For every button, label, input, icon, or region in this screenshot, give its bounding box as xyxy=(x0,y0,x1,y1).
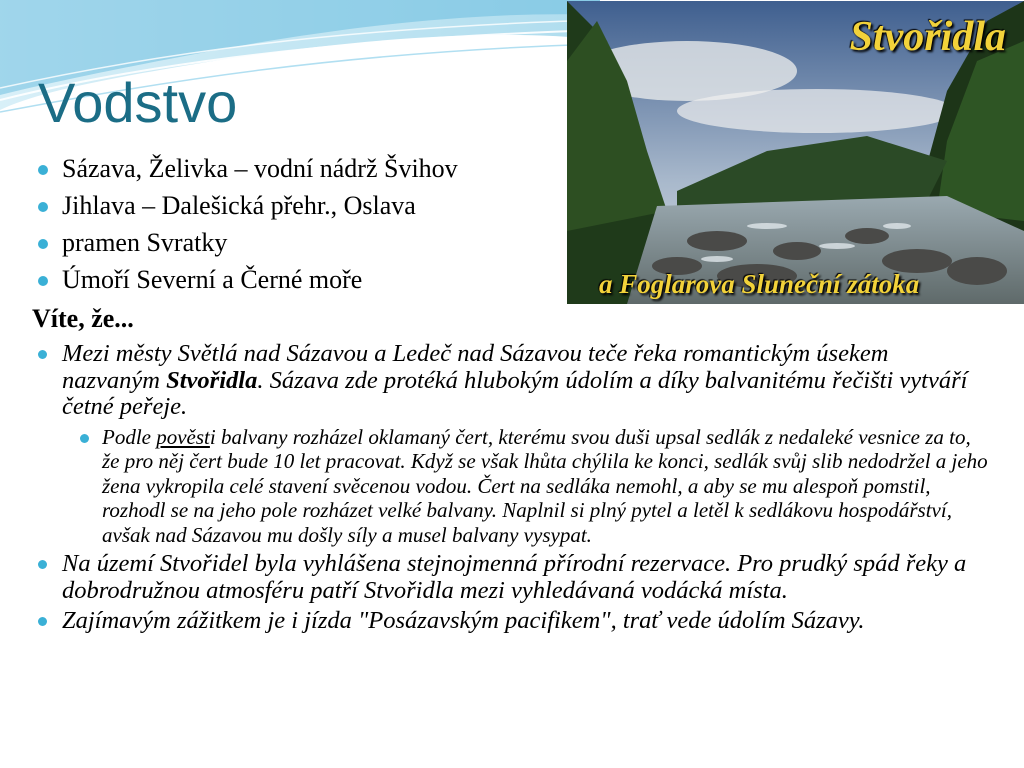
bullet-icon xyxy=(38,350,47,359)
legend-sublist xyxy=(80,425,988,548)
stvoridla-photo xyxy=(567,1,1024,304)
list-item: pramen Svratky xyxy=(38,224,458,261)
facts-list xyxy=(38,341,988,639)
list-item: Jihlava – Dalešická přehr., Oslava xyxy=(38,187,458,224)
povest-link[interactable]: pověst xyxy=(156,424,210,449)
list-item: Podle pověsti balvany rozházel oklamaný čert, kterému svou duši upsal sedlák z nedaleké vesnice za to, že pro něj čert bude 10 let pracovat. Když se však lhůta chýlila ke konci, sedlák svůj slib nedodržel a jeho žena vykropila celé stavení svěcenou vodou. Čert na sedláka nemohl, a aby se mu alespoň pomstil, rozhodl se na jeho pole rozházet velké balvany. Naplnil si plný pytel a letěl k sedlákovu hospodářství, avšak nad Sázavou mu došly síly a musel balvany vysypat. xyxy=(80,425,988,548)
list-item: Úmoří Severní a Černé moře xyxy=(38,261,458,298)
list-item: Zajímavým zážitkem je i jízda "Posázavským pacifikem", trať vede údolím Sázavy. xyxy=(38,608,988,635)
list-item: Na území Stvořidel byla vyhlášena stejnojmenná přírodní rezervace. Pro prudký spád řeky a dobrodružnou atmosféru patří Stvořidla mezi vyhledávaná vodácká místa. xyxy=(38,551,988,604)
bullet-icon xyxy=(38,202,48,212)
list-item: Mezi městy Světlá nad Sázavou a Ledeč nad Sázavou teče řeka romantickým úsekem nazvaným Stvořidla. Sázava zde protéká hlubokým údolím a díky balvanitému řečišti vytváří četné peřeje. Podle pověsti balvany rozházel oklamaný čert, kterému svou duši upsal sedlák z nedaleké vesnice za to, že pro něj čert bude 10 let pracovat. Když se však lhůta chýlila ke konci, sedlák svůj slib nedodržel a jeho žena vykropila celé stavení svěcenou vodou. Čert na sedláka nemohl, a aby se mu alespoň pomstil, rozhodl se na jeho pole rozházet velké balvany. Naplnil si plný pytel a letěl k sedlákovu hospodářství, avšak nad Sázavou mu došly síly a musel balvany vysypat. xyxy=(38,341,988,547)
bullet-icon xyxy=(38,239,48,249)
list-item: Sázava, Želivka – vodní nádrž Švihov xyxy=(38,150,458,187)
rivers-list xyxy=(38,150,458,298)
bullet-icon xyxy=(38,165,48,175)
did-you-know-heading: Víte, že... xyxy=(32,304,134,333)
slide-title: Vodstvo xyxy=(38,71,238,134)
stvoridla-bold: Stvořidla xyxy=(166,366,258,394)
photo-caption-title: Stvořidla xyxy=(849,14,1006,60)
bullet-icon xyxy=(38,560,47,569)
photo-caption-subtitle: a Foglarova Sluneční zátoka xyxy=(599,269,920,299)
bullet-icon xyxy=(38,276,48,286)
bullet-icon xyxy=(38,617,47,626)
bullet-icon xyxy=(80,434,89,443)
